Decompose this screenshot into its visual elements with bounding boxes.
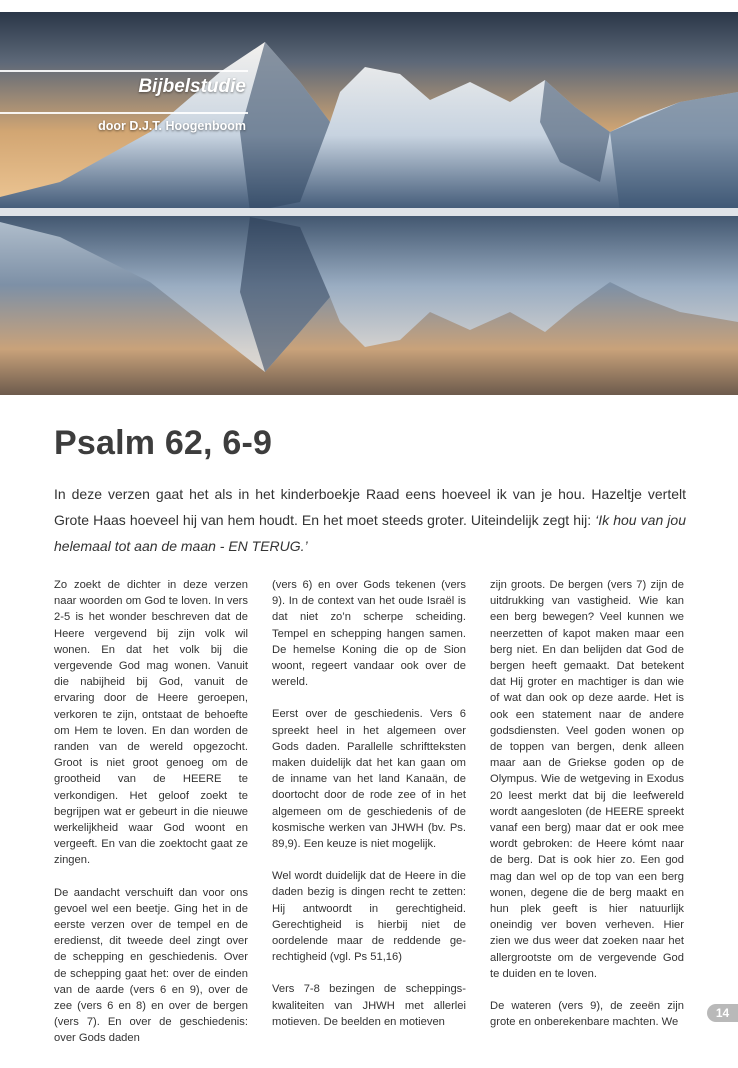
hero-photo xyxy=(0,12,738,395)
paragraph: Eerst over de geschiedenis. Vers 6 spreekt heel in het algemeen over Gods daden. Parallelle schriftteksten maken duidelijk dat het kan gaan om de inname van het land Kanaän, de doortocht door de rode zee of in het algemeen om de geschiedenis of de kosmische werken van JHWH (bv. Ps. 89,9). Een keuze is niet mogelijk. xyxy=(272,708,466,851)
paragraph: De wateren (vers 9), de zeeën zijn grote en onberekenbare machten. We xyxy=(490,1000,684,1029)
text-column-2 xyxy=(272,577,466,1046)
paragraph: zijn groots. De bergen (vers 7) zijn de uitdrukking van vastigheid. Wie kan een berg bewegen? Veel kunnen we neerzetten of kapot maken maar een berg niet. En dan belijden dat God de bergen heeft gemaakt. Dat betekent dat Hij groter en machtiger is dan wie of wat dan ook op deze aarde. Het is ook een statement naar de andere godsdiensten. Veel goden wonen op de toppen van bergen, denk alleen maar aan de Griekse goden op de Olympus. Wie de wetgeving in Exodus 20 leest merkt dat bij die leefwereld wordt aangesloten (de HEERE spreekt vanaf een berg) maar dat er ook mee wordt gebroken: de Heere kómt naar de berg. Dat is ook hier zo. Een god mag dan wel op de top van een berg wonen, degene die de berg maakt en hun plek geeft is hier natuurlijk oneindig ver boven verheven. Hier zien we dus weer dat zoeken naar het allergrootste om de vergevende God te duiden en te loven. xyxy=(490,579,684,980)
intro-text: In deze verzen gaat het als in het kinderboekje Raad eens hoeveel ik van je hou. Hazeltje vertelt Grote Haas hoeveel hij van hem houdt. En het moet steeds groter. Uiteindelijk zegt hij: xyxy=(54,486,686,528)
page-number-badge: 14 xyxy=(707,1004,738,1022)
paragraph: Wel wordt duidelijk dat de Heere in die daden bezig is dingen recht te zetten: Hij antwoordt in gerechtigheid. Gerechtigheid is hierbij niet de oordelende maar de reddende ge-rechtigheid (vgl. Ps 51,16) xyxy=(272,870,466,964)
paragraph: Zo zoekt de dichter in deze verzen naar woorden om God te loven. In vers 2-5 is het wonder beschreven dat de Heere vergevend bij zijn volk wil wonen. En dat het volk bij die vergevende God mag wonen. Vanuit die nabijheid bij God, vanuit de ervaring door de Heere geroepen, verkoren te zijn, ontstaat de behoefte om Hem te loven. En dan worden de randen van de wereld opgezocht. Groot is niet groot genoeg om de grootheid van de HEERE te verkondigen. Het geloof zoekt te begrijpen wat er gebeurt in die nieuwe werkelijkheid waar God woont en vergeeft. En van die zoektocht gaat ze zingen. xyxy=(54,579,248,867)
author-byline: door D.J.T. Hoogenboom xyxy=(98,119,246,133)
paragraph: Vers 7-8 bezingen de scheppings-kwaliteiten van JHWH met allerlei motieven. De beelden en motieven xyxy=(272,983,466,1028)
article-title: Psalm 62, 6-9 xyxy=(54,424,273,462)
text-column-3 xyxy=(490,577,684,1046)
article-intro xyxy=(54,481,686,559)
text-column-1 xyxy=(54,577,248,1063)
series-label: Bijbelstudie xyxy=(138,76,246,97)
intro-quote: ‘Ik hou van jou helemaal tot aan de maan - EN TERUG.’ xyxy=(54,512,686,554)
paragraph: De aandacht verschuift dan voor ons gevoel wel een beetje. Ging het in de eerste verzen over de tempel en de eredienst, dit tweede deel zingt over de schepping en geschiedenis. Over de schepping gaat het: over de einden van de aarde (vers 6 en 9), over de zee (vers 6 en 8) en over de bergen (vers 7). En over de geschiedenis: over Gods daden xyxy=(54,886,248,1045)
paragraph: (vers 6) en over Gods tekenen (vers 9). In de context van het oude Israël is dat niet zo’n scherpe scheiding. Tempel en schepping hangen samen. De hemelse Koning die op de Sion woont, regeert vandaar ook over de wereld. xyxy=(272,579,466,689)
